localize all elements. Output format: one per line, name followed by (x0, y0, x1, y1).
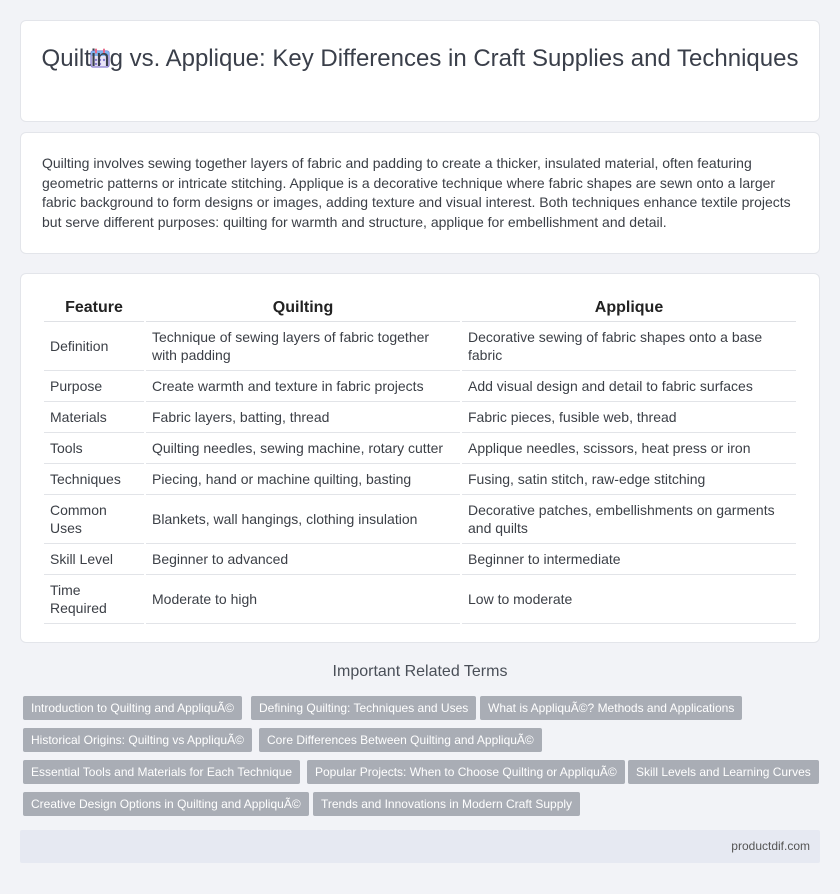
row-applique: Decorative patches, embellishments on garments and quilts (462, 495, 796, 544)
intro-card (20, 132, 820, 254)
related-term-tag[interactable]: What is AppliquÃ©? Methods and Applications (480, 696, 742, 720)
header-feature: Feature (44, 292, 144, 322)
related-term-tag[interactable]: Historical Origins: Quilting vs AppliquÃ© (23, 728, 252, 752)
row-quilting: Create warmth and texture in fabric projects (146, 371, 460, 402)
row-feature: Definition (44, 322, 144, 371)
related-terms-title: Important Related Terms (332, 663, 508, 680)
row-quilting: Moderate to high (146, 575, 460, 624)
row-quilting: Piecing, hand or machine quilting, basting (146, 464, 460, 495)
related-term-tag[interactable]: Skill Levels and Learning Curves (628, 760, 819, 784)
row-quilting: Quilting needles, sewing machine, rotary cutter (146, 433, 460, 464)
row-applique: Applique needles, scissors, heat press or iron (462, 433, 796, 464)
page-title: Quilting vs. Applique: Key Differences in Craft Supplies and Techniques (41, 45, 799, 72)
table-row (44, 402, 796, 433)
row-feature: Materials (44, 402, 144, 433)
row-quilting: Beginner to advanced (146, 544, 460, 575)
row-feature: Common Uses (44, 495, 144, 544)
table-row (44, 433, 796, 464)
comparison-card (20, 273, 820, 643)
row-feature: Tools (44, 433, 144, 464)
header-quilting: Quilting (146, 292, 460, 322)
intro-paragraph: Quilting involves sewing together layers of fabric and padding to create a thicker, insulated material, often featuring geometric patterns or intricate stitching. Applique is a decorative technique where fabric shapes are sewn onto a larger fabric background to form designs or images, adding texture and visual interest. Both techniques enhance textile projects but serve different purposes: quilting for warmth and structure, applique for embellishment and detail. (42, 155, 791, 230)
header-card (20, 20, 820, 122)
row-feature: Time Required (44, 575, 144, 624)
row-quilting: Blankets, wall hangings, clothing insulation (146, 495, 460, 544)
table-row (44, 575, 796, 624)
comparison-table (42, 292, 798, 624)
table-row (44, 544, 796, 575)
footer (20, 830, 820, 863)
row-feature: Skill Level (44, 544, 144, 575)
header-applique: Applique (462, 292, 796, 322)
row-feature: Techniques (44, 464, 144, 495)
row-applique: Decorative sewing of fabric shapes onto a base fabric (462, 322, 796, 371)
table-row (44, 371, 796, 402)
row-quilting: Fabric layers, batting, thread (146, 402, 460, 433)
related-term-tag[interactable]: Popular Projects: When to Choose Quilting or AppliquÃ© (307, 760, 625, 784)
table-row (44, 495, 796, 544)
row-feature: Purpose (44, 371, 144, 402)
table-row (44, 322, 796, 371)
related-term-tag[interactable]: Trends and Innovations in Modern Craft Supply (313, 792, 580, 816)
related-term-tag[interactable]: Creative Design Options in Quilting and AppliquÃ© (23, 792, 309, 816)
row-applique: Low to moderate (462, 575, 796, 624)
related-term-tag[interactable]: Core Differences Between Quilting and AppliquÃ© (259, 728, 542, 752)
row-applique: Add visual design and detail to fabric surfaces (462, 371, 796, 402)
table-header-row (44, 292, 796, 322)
row-applique: Beginner to intermediate (462, 544, 796, 575)
related-term-tag[interactable]: Essential Tools and Materials for Each Technique (23, 760, 300, 784)
related-term-tag[interactable]: Introduction to Quilting and AppliquÃ© (23, 696, 242, 720)
footer-site[interactable]: productdif.com (731, 839, 810, 853)
related-term-tag[interactable]: Defining Quilting: Techniques and Uses (251, 696, 476, 720)
row-applique: Fusing, satin stitch, raw-edge stitching (462, 464, 796, 495)
row-applique: Fabric pieces, fusible web, thread (462, 402, 796, 433)
table-row (44, 464, 796, 495)
row-quilting: Technique of sewing layers of fabric together with padding (146, 322, 460, 371)
